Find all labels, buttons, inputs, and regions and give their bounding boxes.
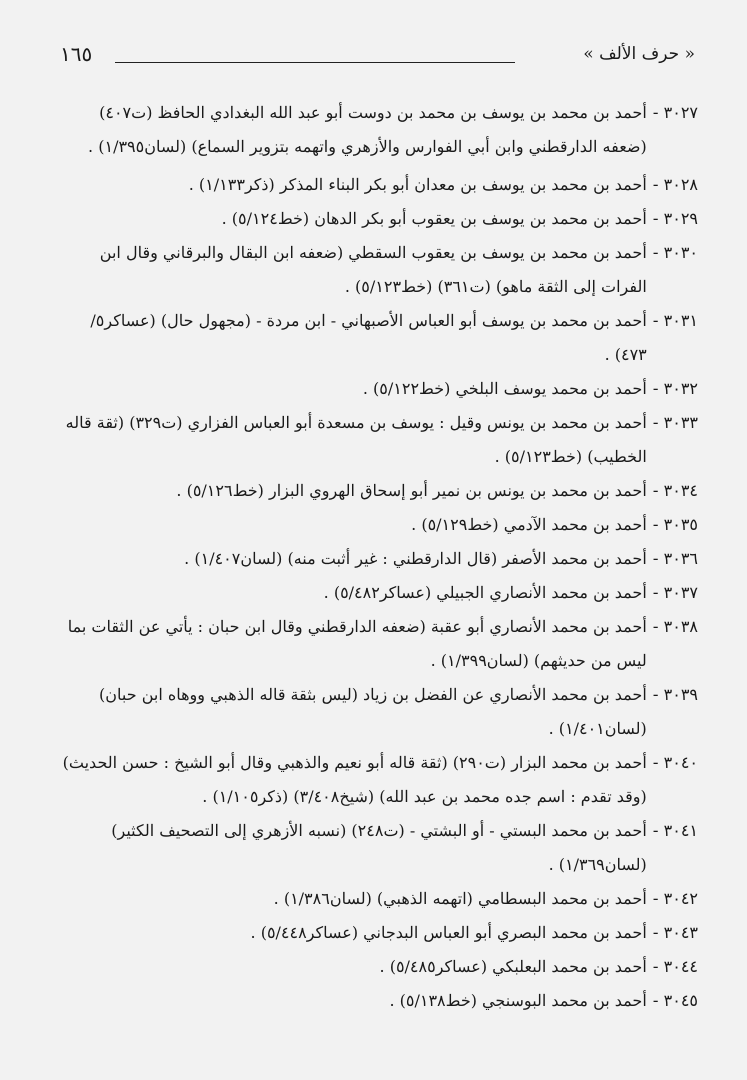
running-title: « حرف الألف » [583,44,695,64]
entry-number: ٣٠٣٠ - [652,243,698,262]
list-item [62,202,698,236]
list-item [62,610,698,678]
list-item [62,372,698,406]
entry-number: ٣٠٢٨ - [652,175,698,194]
entry-list [62,96,698,1018]
entry-number: ٣٠٤٥ - [652,991,698,1010]
list-item [62,984,698,1018]
list-item [62,814,698,882]
entry-number: ٣٠٣٦ - [652,549,698,568]
entry-text: أحمد بن محمد البزار (ت٢٩٠) (ثقة قاله أبو نعيم والذهبي وقال أبو الشيخ : حسن الحديث) (وقد تقدم : اسم جده محمد بن عبد الله) (شيخ٣/٤٠٨) (ذكر١/١٠٥) . [62,753,647,806]
list-item [62,96,698,164]
entry-number: ٣٠٤٢ - [652,889,698,908]
list-item [62,678,698,746]
entry-number: ٣٠٣٨ - [652,617,698,636]
entry-text: أحمد بن محمد الأنصاري أبو عقبة (ضعفه الدارقطني وقال ابن حبان : يأتي عن الثقات بما ليس من حديثهم) (لسان١/٣٩٩) . [67,617,647,670]
entry-number: ٣٠٣٧ - [652,583,698,602]
entry-text: أحمد بن محمد الآدمي (خط٥/١٢٩) . [411,515,647,534]
entry-text: أحمد بن محمد بن يونس بن نمير أبو إسحاق الهروي البزار (خط٥/١٢٦) . [176,481,647,500]
list-item [62,916,698,950]
entry-number: ٣٠٣٤ - [652,481,698,500]
list-item [62,950,698,984]
entry-text: أحمد بن محمد بن يونس وقيل : يوسف بن مسعدة أبو العباس الفزاري (ت٣٢٩) (ثقة قاله الخطيب) (خط٥/١٢٣) . [65,413,647,466]
entry-text: أحمد بن محمد بن يوسف أبو العباس الأصبهاني - ابن مردة - (مجهول حال) (عساكر٥/ ٤٧٣) . [90,311,647,364]
entry-number: ٣٠٤١ - [652,821,698,840]
entry-text: أحمد بن محمد الأنصاري الجبيلي (عساكر٥/٤٨٢) . [323,583,647,602]
entry-text: أحمد بن محمد الأصفر (قال الدارقطني : غير أثبت منه) (لسان١/٤٠٧) . [184,549,647,568]
list-item [62,508,698,542]
list-item [62,882,698,916]
entry-number: ٣٠٢٧ - [652,103,698,122]
entry-number: ٣٠٣٣ - [652,413,698,432]
entry-text: أحمد بن محمد الأنصاري عن الفضل بن زياد (ليس بثقة قاله الذهبي ووهاه ابن حبان) (لسان١/٤٠١) . [99,685,647,738]
entry-text: أحمد بن محمد البستي - أو البشتي - (ت٢٤٨) (نسبه الأزهري إلى التصحيف الكثير) (لسان١/٣٦٩) . [111,821,647,874]
entry-text: أحمد بن محمد بن يوسف بن محمد بن دوست أبو عبد الله البغدادي الحافظ (ت٤٠٧) (ضعفه الدارقطني وابن أبي الفوارس والأزهري واتهمه بتزوير السماع) (لسان١/٣٩٥) . [88,103,647,156]
entry-text: أحمد بن محمد البصري أبو العباس البدجاني (عساكر٥/٤٤٨) . [250,923,647,942]
entry-text: أحمد بن محمد البعلبكي (عساكر٥/٤٨٥) . [379,957,647,976]
list-item [62,406,698,474]
entry-text: أحمد بن محمد بن يوسف بن يعقوب السقطي (ضعفه ابن البقال والبرقاني وقال ابن الفرات إلى الثقة ماهو) (ت٣٦١) (خط٥/١٢٣) . [99,243,647,296]
entry-text: أحمد بن محمد يوسف البلخي (خط٥/١٢٢) . [362,379,647,398]
list-item [62,746,698,814]
entry-number: ٣٠٤٣ - [652,923,698,942]
page-header [60,40,695,74]
entry-number: ٣٠٢٩ - [652,209,698,228]
entry-text: أحمد بن محمد بن يوسف بن معدان أبو بكر البناء المذكر (ذكر١/١٣٣) . [188,175,647,194]
list-item [62,304,698,372]
entry-number: ٣٠٣١ - [652,311,698,330]
header-rule [115,62,515,63]
entry-text: أحمد بن محمد البسطامي (اتهمه الذهبي) (لسان١/٣٨٦) . [273,889,647,908]
entry-number: ٣٠٤٠ - [652,753,698,772]
list-item [62,576,698,610]
entry-number: ٣٠٣٢ - [652,379,698,398]
entry-text: أحمد بن محمد البوسنجي (خط٥/١٣٨) . [389,991,647,1010]
entry-text: أحمد بن محمد بن يوسف بن يعقوب أبو بكر الدهان (خط٥/١٢٤) . [221,209,647,228]
page-number: ١٦٥ [60,42,93,66]
list-item [62,542,698,576]
list-item [62,168,698,202]
list-item [62,236,698,304]
entry-number: ٣٠٣٥ - [652,515,698,534]
list-item [62,474,698,508]
entry-number: ٣٠٣٩ - [652,685,698,704]
entry-number: ٣٠٤٤ - [652,957,698,976]
